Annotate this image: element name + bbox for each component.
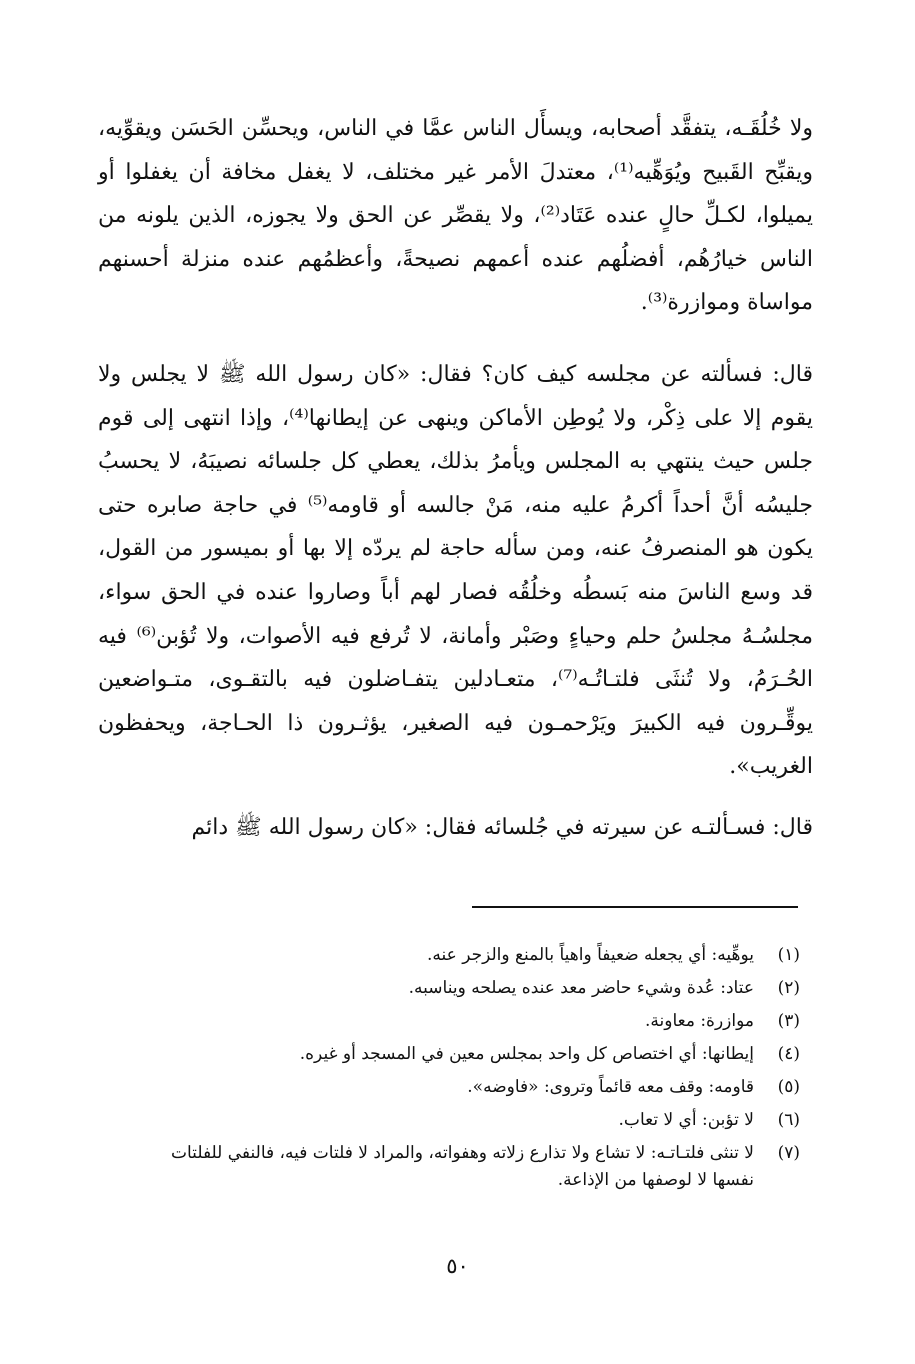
footnote-text: يوهِّيه: أي يجعله ضعيفاً واهياً بالمنع والزجر عنه. [427,945,754,965]
footnote-number: (٧) [777,1143,800,1163]
footnote-text: عتاد: عُدة وشيء حاضر معد عنده يصلحه ويناسبه. [408,978,754,998]
footnote-number: (١) [777,945,800,965]
page-number: ٥٠ [446,1254,469,1278]
footnote-2 [150,975,800,1002]
footnote-text: إيطانها: أي اختصاص كل واحد بمجلس معين في المسجد أو غيره. [299,1044,754,1064]
footnote-7 [150,1140,800,1194]
footnote-5 [150,1074,800,1101]
body-paragraph-3: قال: فسـألتـه عن سيرته في جُلسائه فقال: «كان رسول الله ﷺ دائم [191,815,813,840]
footnote-number: (٦) [777,1110,800,1130]
footnote-4 [150,1041,800,1068]
footnote-number: (٢) [777,978,800,998]
footnote-text: قاومه: وقف معه قائماً وتروى: «فاوضه». [467,1077,754,1097]
footnote-number: (٤) [777,1044,800,1064]
footnote-text: موازرة: معاونة. [644,1011,754,1031]
body-paragraph-1: ولا خُلُقَـه، يتفقَّد أصحابه، ويسأَل الناس عمَّا في الناس، ويحسِّن الحَسَن ويقوِّيه، ويقبِّح القَبيح ويُوَهِّيه⁽¹⁾، معتدلَ الأمر غير مختلف، لا يغفل مخافة أن يغفلوا أو يميلوا، لكـلِّ حالٍ عنده عَتَاد⁽²⁾، ولا يقصِّر عن الحق ولا يجوزه، الذين يلونه من الناس خيارُهُم، أفضلُهم عنده أعمهم نصيحةً، وأعظمُهم عنده منزلة أحسنهم مواساة وموازرة⁽³⁾. [98,116,813,316]
footnote-separator [472,906,798,908]
footnote-number: (٥) [777,1077,800,1097]
footnote-1 [150,942,800,969]
footnote-text: لا تؤبن: أي لا تعاب. [618,1110,754,1130]
footnote-3 [150,1008,800,1035]
footnotes-list [150,942,800,1200]
footnote-number: (٣) [777,1011,800,1031]
body-paragraph-2: قال: فسألته عن مجلسه كيف كان؟ فقال: «كان رسول الله ﷺ لا يجلس ولا يقوم إلا على ذِكْر، ولا يُوطِن الأماكن وينهى عن إيطانها⁽⁴⁾، وإذا انتهى إلى قوم جلس حيث ينتهي به المجلس ويأمرُ بذلك، يعطي كل جلسائه نصيبَهُ، لا يحسبُ جليسُه أنَّ أحداً أكرمُ عليه منه، مَنْ جالسه أو قاومه⁽⁵⁾ في حاجة صابره حتى يكون هو المنصرفُ عنه، ومن سأله حاجة لم يردّه إلا بها أو بميسور من القول، قد وسع الناسَ منه بَسطُه وخلُقُه فصار لهم أباً وصاروا عنده في الحق سواء، مجلسُـهُ مجلسُ حلم وحياءٍ وصَبْر وأمانة، لا تُرفع فيه الأصوات، ولا تُؤبن⁽⁶⁾ فيه الحُـرَمُ، ولا تُنثَى فلتـاتُـه⁽⁷⁾، متعـادلين يتفـاضلون فيه بالتقـوى، متـواضعين يوقِّـرون فيه الكبيرَ ويَرْحمـون فيه الصغير، يؤثـرون ذا الحـاجة، ويحفظون الغريب». [98,362,814,780]
footnote-6 [150,1107,800,1134]
footnote-text: لا تنثى فلتـاتـه: لا تشاع ولا تذارع زلاته وهفواته، والمراد لا فلتات فيه، فالنفي للفلتات نفسها لا لوصفها من الإذاعة. [171,1143,754,1190]
